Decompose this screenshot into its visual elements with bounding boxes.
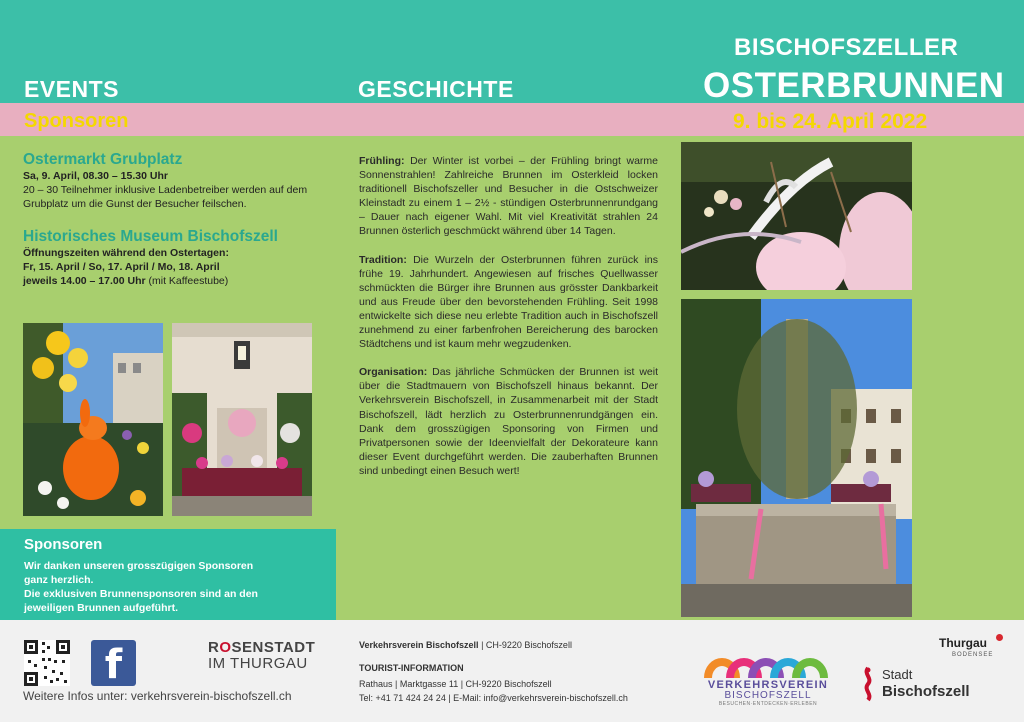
website-info[interactable]: Weitere Infos unter: verkehrsverein-bischofszell.ch bbox=[23, 689, 292, 703]
rosenstadt-line1: ROSENSTADT bbox=[208, 639, 316, 656]
paragraph-text: Der Winter ist vorbei – der Frühling bringt warme Sonnenstrahlen! Zahlreiche Brunnen im Osterkleid locken traditionell Bischofszeller und Besucher in die Ostschweizer Kleinstadt zu einem 1 – 2½ - stündigen Osterbrunnenrundgang – Dauer nach eigener Wahl. Mit viel Kreativität strahlen 24 Brunnen österlich geschmückt während über 14 Tagen. bbox=[359, 155, 658, 238]
thurgau-logo: Thurgau bbox=[939, 636, 987, 650]
rosenstadt-logo bbox=[208, 639, 316, 672]
verkehrsverein-address: Verkehrsverein Bischofszell | CH-9220 Bischofszell bbox=[359, 640, 572, 650]
logo-bischofszell-text: BISCHOFSZELL bbox=[724, 690, 812, 701]
event-ostermarkt bbox=[23, 150, 323, 211]
sponsoren-line: ganz herzlich. bbox=[24, 574, 94, 586]
events-heading: EVENTS bbox=[24, 76, 120, 102]
facebook-icon[interactable]: f bbox=[91, 640, 136, 686]
tourist-info-title: TOURIST-INFORMATION bbox=[359, 663, 464, 673]
paragraph-label: Tradition: bbox=[359, 253, 407, 266]
title-line2: OSTERBRUNNEN bbox=[703, 66, 1005, 105]
event-description: 20 – 30 Teilnehmer inklusive Ladenbetreiber werden auf dem Grubplatz um die Gunst der Besucher feilschen. bbox=[23, 184, 308, 210]
event-title: Ostermarkt Grubplatz bbox=[23, 151, 183, 168]
paragraph-organisation bbox=[359, 365, 658, 478]
event-times bbox=[23, 274, 323, 288]
paragraph-text: Das jährliche Schmücken der Brunnen ist weit über die Stadtmauern von Bischofszell hinaus bekannt. Der Verkehrsverein Bischofszell, in Zusammenarbeit mit der Stadt Bischofszell, lädt herzlich zu Osterbrunnenrundgängen ein. Dank dem grosszügigen Sponsoring von Firmen und Privatpersonen sowie der Ideenvielfalt der Dekorateure kann dieser Event durchgeführt werden. Die zauberhaften Brunnen sind unbedingt einen Besuch wert! bbox=[359, 366, 658, 477]
event-days: Fr, 15. April / So, 17. April / Mo, 18. April bbox=[23, 261, 220, 273]
event-date-line: Sa, 9. April, 08.30 – 15.30 Uhr bbox=[23, 170, 168, 182]
paragraph-label: Frühling: bbox=[359, 155, 405, 167]
photo-easter-eggs bbox=[681, 142, 912, 290]
geschichte-heading: GESCHICHTE bbox=[358, 76, 514, 102]
stadt-logo-line2: Bischofszell bbox=[882, 683, 970, 700]
title-line1: BISCHOFSZELLER bbox=[734, 34, 959, 61]
bodensee-text: BODENSEE bbox=[952, 652, 994, 658]
sponsoren-box bbox=[0, 529, 336, 620]
sponsoren-subheading: Sponsoren bbox=[24, 110, 129, 132]
stadt-logo-line1: Stadt bbox=[882, 667, 913, 682]
event-title: Historisches Museum Bischofszell bbox=[23, 228, 278, 245]
event-time-extra: (mit Kaffeestube) bbox=[145, 275, 229, 287]
stadt-crest-icon bbox=[859, 666, 877, 702]
event-time-bold: jeweils 14.00 – 17.00 Uhr bbox=[23, 275, 146, 287]
paragraph-text: Die Wurzeln der Osterbrunnen führen zurück ins frühe 19. Jahrhundert. Angewiesen auf frisches Quellwasser schmückten die Bürger ihre Brunnen aus grösster Dankbarkeit und aus Freude über den bevorstehenden Frühling. Seit 1998 entwickelte sich diese neu erlebte Tradition auch in Bischofszell zunehmend zu einer farbenfrohen Bereicherung des barocken Städtchens und ist kaum mehr wegzudenken. bbox=[359, 253, 658, 351]
sponsoren-line: Die exklusiven Brunnensponsoren sind an den bbox=[24, 588, 258, 600]
logo-verkehrsverein-text: VERKEHRSVEREIN bbox=[707, 679, 829, 691]
event-museum bbox=[23, 227, 323, 288]
paragraph-tradition bbox=[359, 253, 658, 352]
logo-tagline: BESUCHEN·ENTDECKEN·ERLEBEN bbox=[718, 701, 818, 707]
photo-osterbrunnen bbox=[681, 299, 912, 617]
thurgau-apple-icon bbox=[996, 634, 1003, 641]
event-hours-heading: Öffnungszeiten während den Ostertagen: bbox=[23, 247, 229, 259]
sponsoren-title: Sponsoren bbox=[24, 536, 103, 553]
tourist-info-contact[interactable]: Tel: +41 71 424 24 24 | E-Mail: info@verkehrsverein-bischofszell.ch bbox=[359, 693, 628, 703]
events-column bbox=[23, 150, 323, 288]
sponsoren-line: jeweiligen Brunnen aufgeführt. bbox=[24, 602, 179, 614]
paragraph-fruehling bbox=[359, 154, 658, 239]
photo-decorated-fountain bbox=[172, 323, 312, 516]
tourist-info-address: Rathaus | Marktgasse 11 | CH-9220 Bischofszell bbox=[359, 679, 552, 689]
paragraph-label: Organisation: bbox=[359, 366, 428, 379]
event-date: 9. bis 24. April 2022 bbox=[733, 110, 928, 133]
geschichte-column bbox=[359, 154, 658, 492]
qr-code[interactable] bbox=[24, 640, 70, 686]
photo-easter-bunny bbox=[23, 323, 163, 516]
rosenstadt-line2: IM THURGAU bbox=[208, 655, 308, 672]
sponsoren-line: Wir danken unseren grosszügigen Sponsoren bbox=[24, 560, 254, 572]
